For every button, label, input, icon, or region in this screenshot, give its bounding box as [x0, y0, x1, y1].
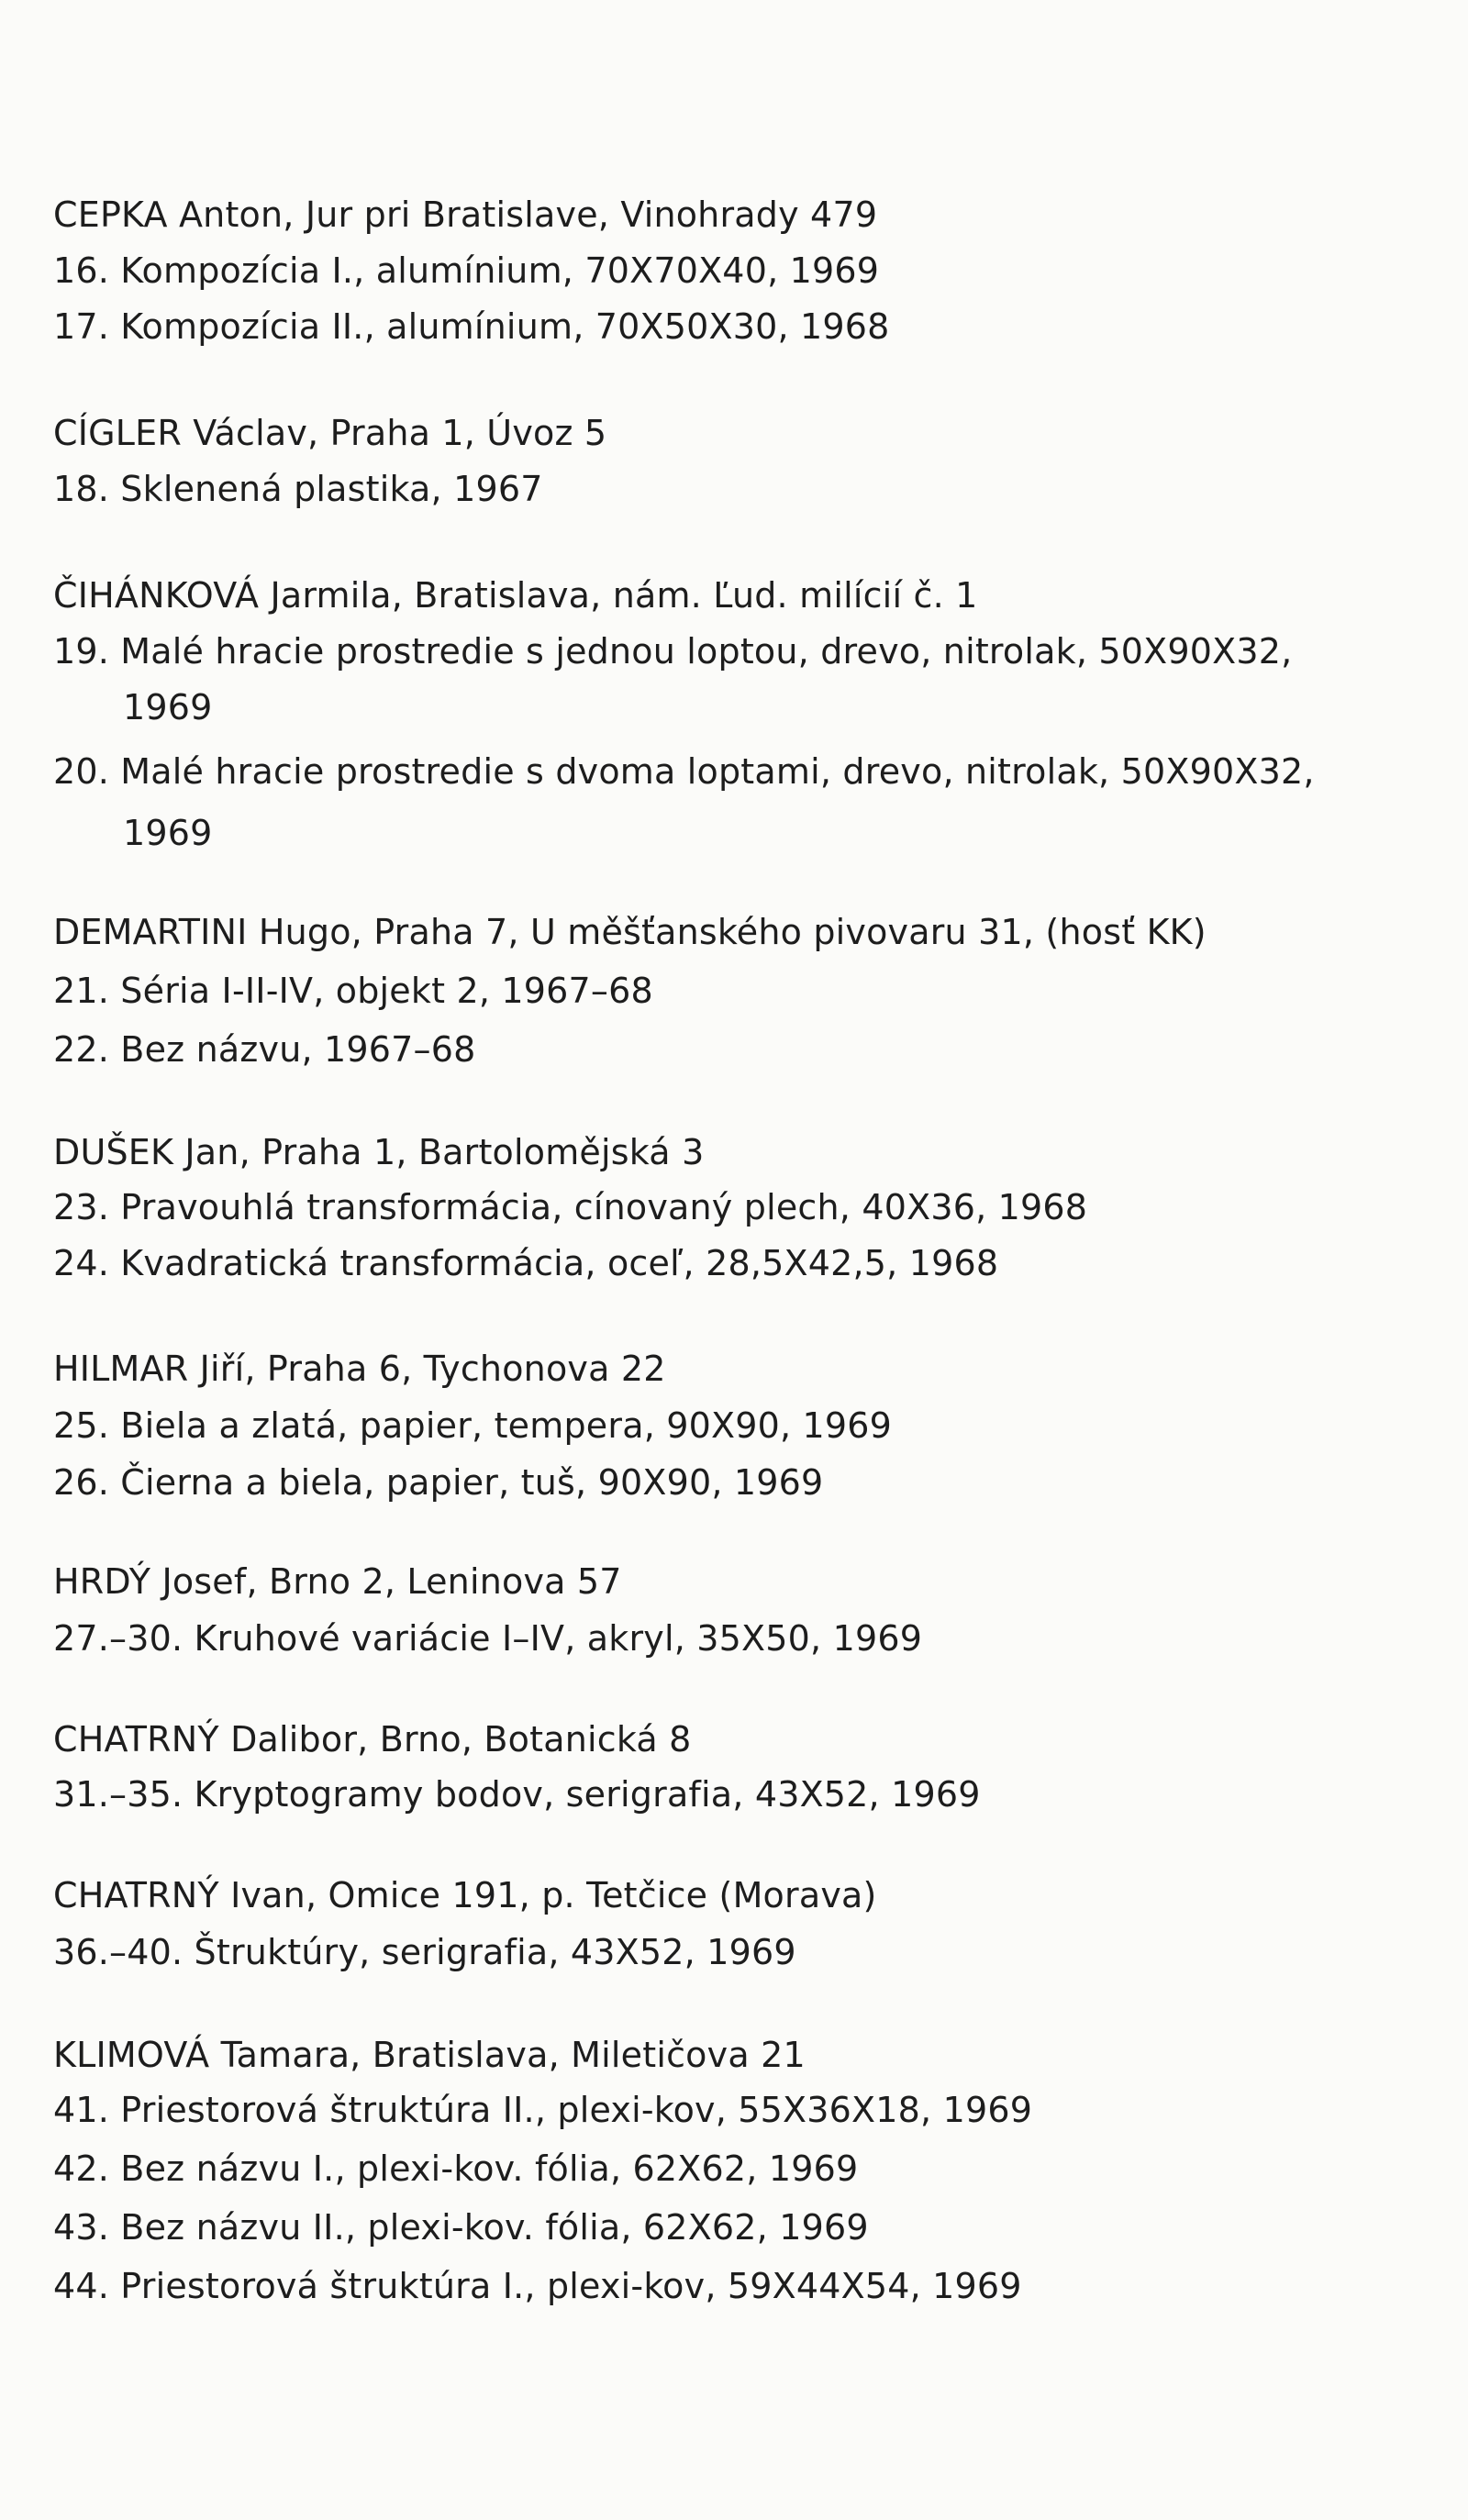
- artist-heading: DUŠEK Jan, Praha 1, Bartolomějská 3: [53, 1132, 705, 1172]
- artist-heading: HILMAR Jiří, Praha 6, Tychonova 22: [53, 1349, 666, 1389]
- work-entry: 26. Čierna a biela, papier, tuš, 90X90, 1969: [53, 1462, 824, 1503]
- artist-heading: ČIHÁNKOVÁ Jarmila, Bratislava, nám. Ľud. milícií č. 1: [53, 575, 978, 616]
- work-entry: 42. Bez názvu I., plexi-kov. fólia, 62X62, 1969: [53, 2148, 859, 2189]
- work-entry: 19. Malé hracie prostredie s jednou loptou, drevo, nitrolak, 50X90X32,: [53, 631, 1293, 672]
- work-entry: 44. Priestorová štruktúra I., plexi-kov, 59X44X54, 1969: [53, 2266, 1022, 2306]
- work-entry: 31.–35. Kryptogramy bodov, serigrafia, 43X52, 1969: [53, 1774, 981, 1815]
- work-entry-continuation: 1969: [123, 813, 213, 853]
- work-entry: 41. Priestorová štruktúra II., plexi-kov, 55X36X18, 1969: [53, 2090, 1033, 2130]
- artist-heading: CEPKA Anton, Jur pri Bratislave, Vinohrady 479: [53, 194, 878, 235]
- artist-heading: DEMARTINI Hugo, Praha 7, U měšťanského pivovaru 31, (hosť KK): [53, 912, 1207, 952]
- work-entry: 21. Séria I-II-IV, objekt 2, 1967–68: [53, 971, 653, 1011]
- artist-heading: CHATRNÝ Dalibor, Brno, Botanická 8: [53, 1719, 692, 1760]
- artist-heading: KLIMOVÁ Tamara, Bratislava, Miletičova 21: [53, 2035, 806, 2075]
- work-entry: 27.–30. Kruhové variácie I–IV, akryl, 35X50, 1969: [53, 1618, 923, 1659]
- work-entry: 17. Kompozícia II., alumínium, 70X50X30, 1968: [53, 306, 890, 347]
- artist-heading: HRDÝ Josef, Brno 2, Leninova 57: [53, 1561, 622, 1602]
- work-entry: 16. Kompozícia I., alumínium, 70X70X40, 1969: [53, 250, 880, 291]
- work-entry: 20. Malé hracie prostredie s dvoma loptami, drevo, nitrolak, 50X90X32,: [53, 751, 1315, 792]
- work-entry: 18. Sklenená plastika, 1967: [53, 469, 543, 509]
- work-entry: 23. Pravouhlá transformácia, cínovaný plech, 40X36, 1968: [53, 1187, 1088, 1227]
- work-entry: 24. Kvadratická transformácia, oceľ, 28,5X42,5, 1968: [53, 1243, 999, 1283]
- work-entry: 36.–40. Štruktúry, serigrafia, 43X52, 1969: [53, 1932, 796, 1972]
- artist-heading: CÍGLER Václav, Praha 1, Úvoz 5: [53, 413, 607, 453]
- work-entry: 43. Bez názvu II., plexi-kov. fólia, 62X62, 1969: [53, 2207, 869, 2248]
- work-entry-continuation: 1969: [123, 687, 213, 727]
- work-entry: 25. Biela a zlatá, papier, tempera, 90X90, 1969: [53, 1405, 893, 1446]
- artist-heading: CHATRNÝ Ivan, Omice 191, p. Tetčice (Morava): [53, 1875, 877, 1915]
- work-entry: 22. Bez názvu, 1967–68: [53, 1029, 476, 1070]
